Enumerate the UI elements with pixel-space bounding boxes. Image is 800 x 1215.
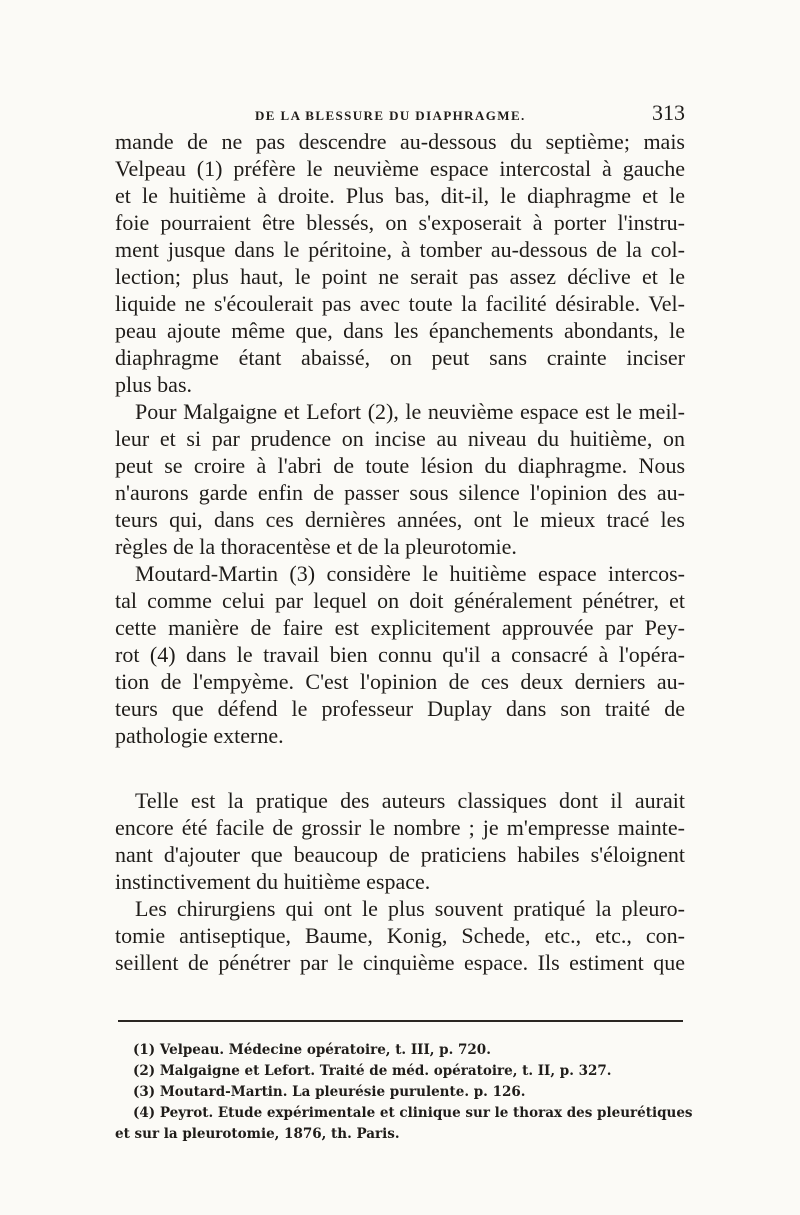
text-line: tal comme celui par lequel on doit généralement pénétrer, et — [115, 588, 685, 613]
running-title: DE LA BLESSURE DU DIAPHRAGME. — [255, 108, 526, 123]
text-line: peau ajoute même que, dans les épanchements abondants, le — [115, 318, 685, 343]
footnote: (1) Velpeau. Médecine opératoire, t. III, p. 720. — [133, 1042, 491, 1058]
text-line: tion de l'empyème. C'est l'opinion de ces deux derniers au- — [115, 669, 685, 694]
text-line: foie pourraient être blessés, on s'exposerait à porter l'instru- — [115, 210, 685, 235]
text-line: diaphragme étant abaissé, on peut sans crainte inciser — [115, 345, 685, 370]
paragraph-gap — [115, 749, 685, 787]
text-line: tomie antiseptique, Baume, Konig, Schede, etc., etc., con- — [115, 923, 685, 948]
text-line: instinctivement du huitième espace. — [115, 869, 431, 894]
footnotes — [115, 1040, 695, 1145]
footnote: (4) Peyrot. Etude expérimentale et clinique sur le thorax des pleurétiques — [133, 1105, 693, 1121]
body-text — [115, 128, 685, 976]
text-line: Moutard-Martin (3) considère le huitième espace intercos- — [135, 561, 685, 586]
running-head — [115, 100, 685, 126]
text-line: plus bas. — [115, 372, 192, 397]
footnote-continuation: et sur la pleurotomie, 1876, th. Paris. — [115, 1126, 400, 1142]
footnote-rule — [118, 1020, 683, 1022]
text-line: teurs que défend le professeur Duplay dans son traité de — [115, 696, 685, 721]
page-number: 313 — [652, 100, 685, 125]
text-line: nant d'ajouter que beaucoup de praticiens habiles s'éloignent — [115, 842, 685, 867]
text-line: règles de la thoracentèse et de la pleurotomie. — [115, 534, 517, 559]
text-line: rot (4) dans le travail bien connu qu'il a consacré à l'opéra- — [115, 642, 685, 667]
text-line: seillent de pénétrer par le cinquième espace. Ils estiment que — [115, 950, 685, 975]
text-line: Pour Malgaigne et Lefort (2), le neuvième espace est le meil- — [135, 399, 685, 424]
footnote: (2) Malgaigne et Lefort. Traité de méd. opératoire, t. II, p. 327. — [133, 1063, 612, 1079]
text-line: encore été facile de grossir le nombre ; je m'empresse mainte- — [115, 815, 685, 840]
text-line: ment jusque dans le péritoine, à tomber au-dessous de la col- — [115, 237, 685, 262]
text-line: mande de ne pas descendre au-dessous du septième; mais — [115, 129, 685, 154]
text-line: leur et si par prudence on incise au niveau du huitième, on — [115, 426, 685, 451]
text-line: liquide ne s'écoulerait pas avec toute la facilité désirable. Vel- — [115, 291, 685, 316]
text-line: lection; plus haut, le point ne serait pas assez déclive et le — [115, 264, 685, 289]
text-line: Telle est la pratique des auteurs classiques dont il aurait — [135, 788, 685, 813]
text-line: peut se croire à l'abri de toute lésion du diaphragme. Nous — [115, 453, 685, 478]
text-line: teurs qui, dans ces dernières années, ont le mieux tracé les — [115, 507, 685, 532]
text-line: cette manière de faire est explicitement approuvée par Pey- — [115, 615, 685, 640]
text-line: et le huitième à droite. Plus bas, dit-il, le diaphragme et le — [115, 183, 685, 208]
text-line: Velpeau (1) préfère le neuvième espace intercostal à gauche — [115, 156, 685, 181]
text-line: Les chirurgiens qui ont le plus souvent pratiqué la pleuro- — [135, 896, 685, 921]
text-line: n'aurons garde enfin de passer sous silence l'opinion des au- — [115, 480, 685, 505]
text-line: pathologie externe. — [115, 723, 284, 748]
footnote: (3) Moutard-Martin. La pleurésie purulente. p. 126. — [133, 1084, 526, 1100]
